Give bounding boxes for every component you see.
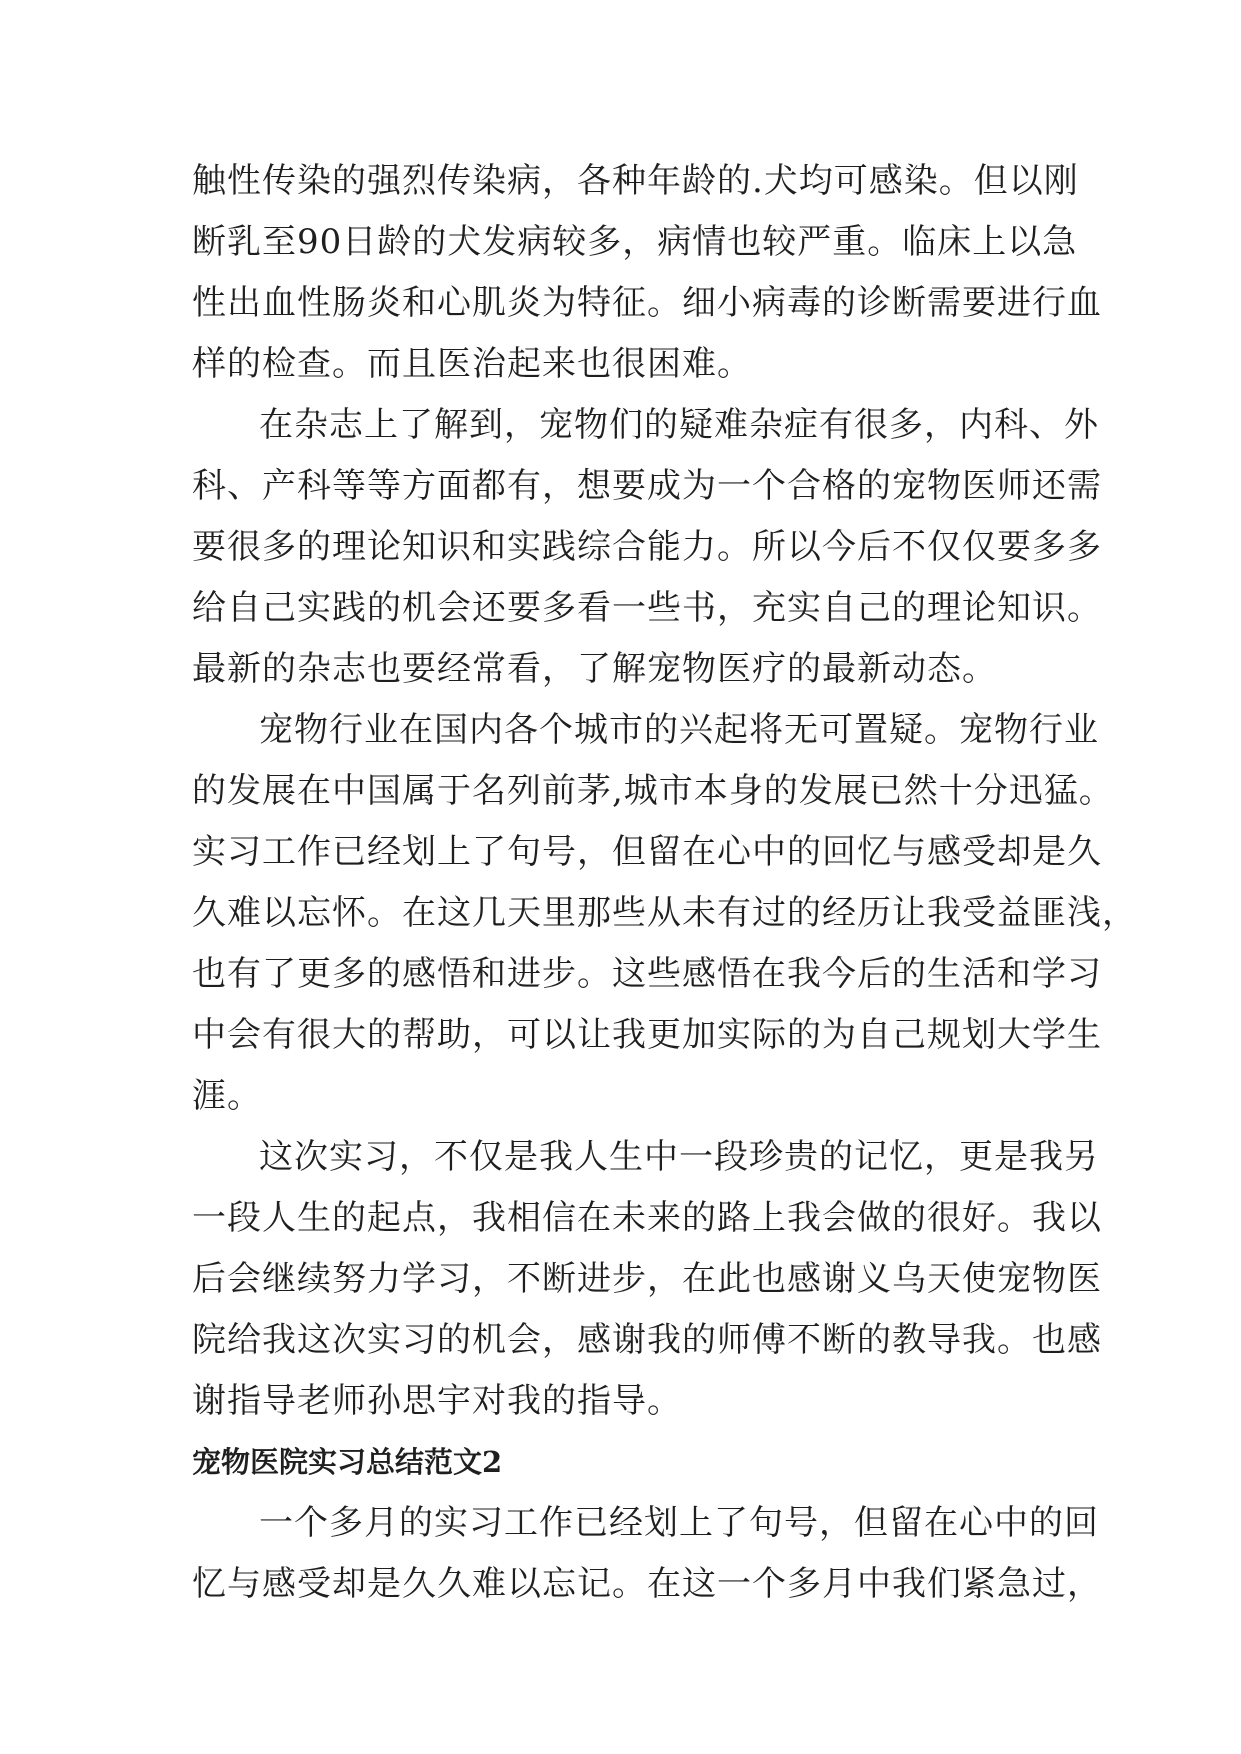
text-line: 要很多的理论知识和实践综合能力。所以今后不仅仅要多多 <box>192 527 1102 567</box>
text-line: 一段人生的起点，我相信在未来的路上我会做的很好。我以 <box>192 1198 1102 1238</box>
text-line: 中会有很大的帮助，可以让我更加实际的为自己规划大学生 <box>192 1015 1102 1055</box>
text-line: 久难以忘怀。在这几天里那些从未有过的经历让我受益匪浅， <box>192 893 1137 933</box>
text-line: 触性传染的强烈传染病，各种年龄的.犬均可感染。但以刚 <box>192 161 1079 201</box>
text-line: 样的检查。而且医治起来也很困难。 <box>192 344 752 384</box>
text-line: 宠物行业在国内各个城市的兴起将无可置疑。宠物行业 <box>259 710 1099 750</box>
text-line: 科、产科等等方面都有，想要成为一个合格的宠物医师还需 <box>192 466 1102 506</box>
text-line: 一个多月的实习工作已经划上了句号，但留在心中的回 <box>259 1503 1099 1543</box>
text-line: 也有了更多的感悟和进步。这些感悟在我今后的生活和学习 <box>192 954 1102 994</box>
section-heading: 宠物医院实习总结范文2 <box>192 1445 503 1479</box>
text-line: 在杂志上了解到，宠物们的疑难杂症有很多，内科、外 <box>259 405 1099 445</box>
text-line: 忆与感受却是久久难以忘记。在这一个多月中我们紧急过， <box>192 1564 1102 1604</box>
text-line: 的发展在中国属于名列前茅,城市本身的发展已然十分迅猛。 <box>192 771 1114 811</box>
text-line: 断乳至90日龄的犬发病较多，病情也较严重。临床上以急 <box>192 222 1078 262</box>
text-line: 谢指导老师孙思宇对我的指导。 <box>192 1381 682 1421</box>
text-line: 院给我这次实习的机会，感谢我的师傅不断的教导我。也感 <box>192 1320 1102 1360</box>
text-line: 实习工作已经划上了句号，但留在心中的回忆与感受却是久 <box>192 832 1102 872</box>
text-line: 后会继续努力学习，不断进步，在此也感谢义乌天使宠物医 <box>192 1259 1102 1299</box>
text-line: 给自己实践的机会还要多看一些书，充实自己的理论知识。 <box>192 588 1102 628</box>
text-line: 涯。 <box>192 1076 262 1116</box>
text-line: 性出血性肠炎和心肌炎为特征。细小病毒的诊断需要进行血 <box>192 283 1102 323</box>
text-line: 这次实习，不仅是我人生中一段珍贵的记忆，更是我另 <box>259 1137 1099 1177</box>
text-line: 最新的杂志也要经常看，了解宠物医疗的最新动态。 <box>192 649 997 689</box>
